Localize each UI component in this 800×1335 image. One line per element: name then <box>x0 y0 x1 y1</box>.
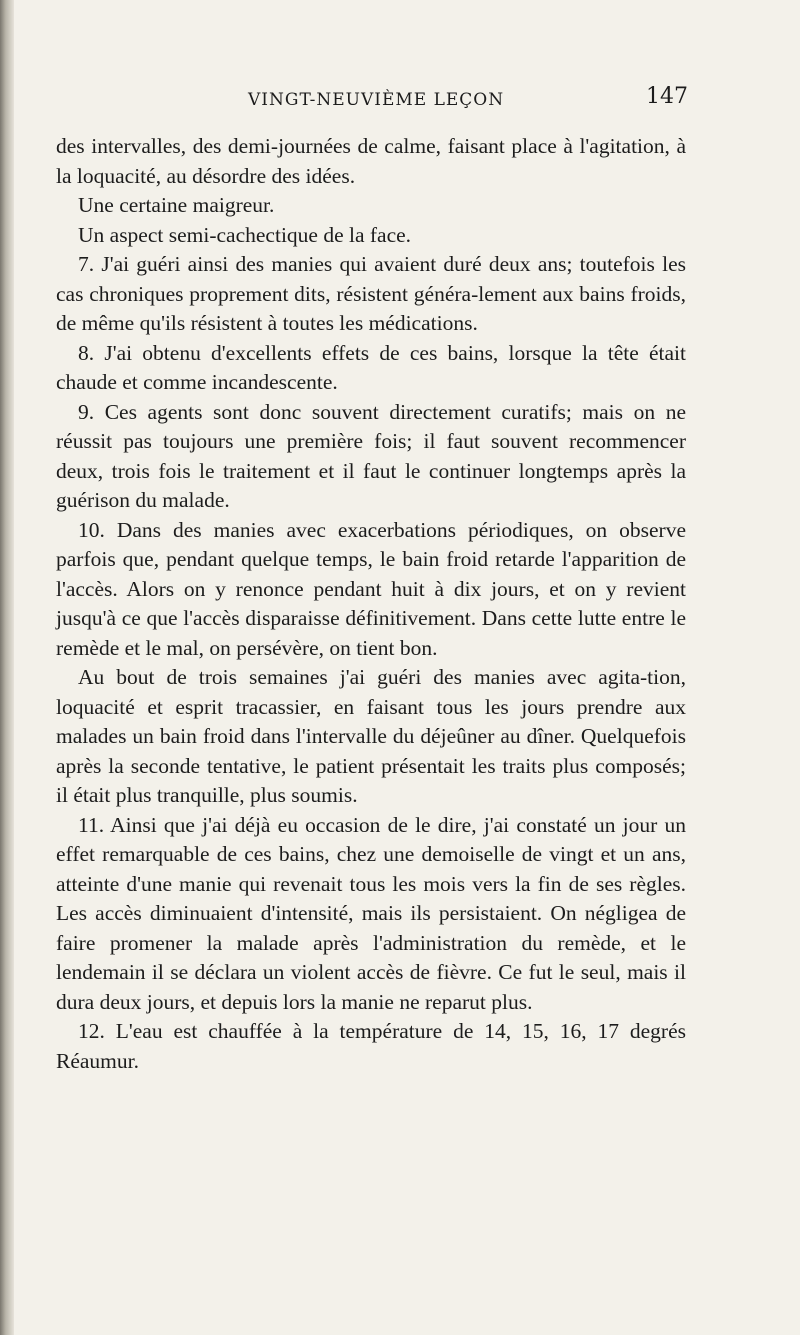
paragraph: Une certaine maigreur. <box>78 193 275 217</box>
paragraph: 11. Ainsi que j'ai déjà eu occasion de le dire, j'ai constaté un jour un effet remarquable de ces bains, chez une demoiselle de vingt et un ans, atteinte d'une manie qui revenait tous les mois vers la fin de ses règles. Les accès diminuaient d'intensité, mais ils persistaient. On négligea de faire promener la malade après l'administration du remède, et le lendemain il se déclara un violent accès de fièvre. Ce fut le seul, mais il dura deux jours, et depuis lors la manie ne reparut plus. <box>56 812 686 1014</box>
paragraph: Au bout de trois semaines j'ai guéri des manies avec agita-tion, loquacité et esprit tracassier, en faisant tous les jours prendre aux malades un bain froid dans l'intervalle du déjeûner au dîner. Quelquefois après la seconde tentative, le patient présentait les traits plus composés; il était plus tranquille, plus soumis. <box>56 665 686 807</box>
running-head: VINGT-NEUVIÈME LEÇON <box>248 90 505 110</box>
book-spine-shadow <box>0 0 14 1335</box>
paragraph: 7. J'ai guéri ainsi des manies qui avaient duré deux ans; toutefois les cas chroniques proprement dits, résistent généra-lement aux bains froids, de même qu'ils résistent à toutes les médications. <box>56 252 686 335</box>
paragraph: 9. Ces agents sont donc souvent directement curatifs; mais on ne réussit pas toujours une première fois; il faut souvent recommencer deux, trois fois le traitement et il faut le continuer longtemps après la guérison du malade. <box>56 399 686 512</box>
paragraph: 8. J'ai obtenu d'excellents effets de ces bains, lorsque la tête était chaude et comme incandescente. <box>56 340 686 394</box>
paragraph: 10. Dans des manies avec exacerbations périodiques, on observe parfois que, pendant quelque temps, le bain froid retarde l'apparition de l'accès. Alors on y renonce pendant huit à dix jours, et on y revient jusqu'à ce que l'accès disparaisse définitivement. Dans cette lutte entre le remède et le mal, on persévère, on tient bon. <box>56 517 686 660</box>
paragraph: 12. L'eau est chauffée à la température de 14, 15, 16, 17 degrés Réaumur. <box>56 1019 686 1073</box>
page-header <box>248 84 688 120</box>
paragraph: des intervalles, des demi-journées de calme, faisant place à l'agitation, à la loquacité, au désordre des idées. <box>56 134 686 188</box>
body-text <box>56 132 686 1076</box>
page-number: 147 <box>646 84 688 109</box>
paragraph: Un aspect semi-cachectique de la face. <box>78 222 412 247</box>
